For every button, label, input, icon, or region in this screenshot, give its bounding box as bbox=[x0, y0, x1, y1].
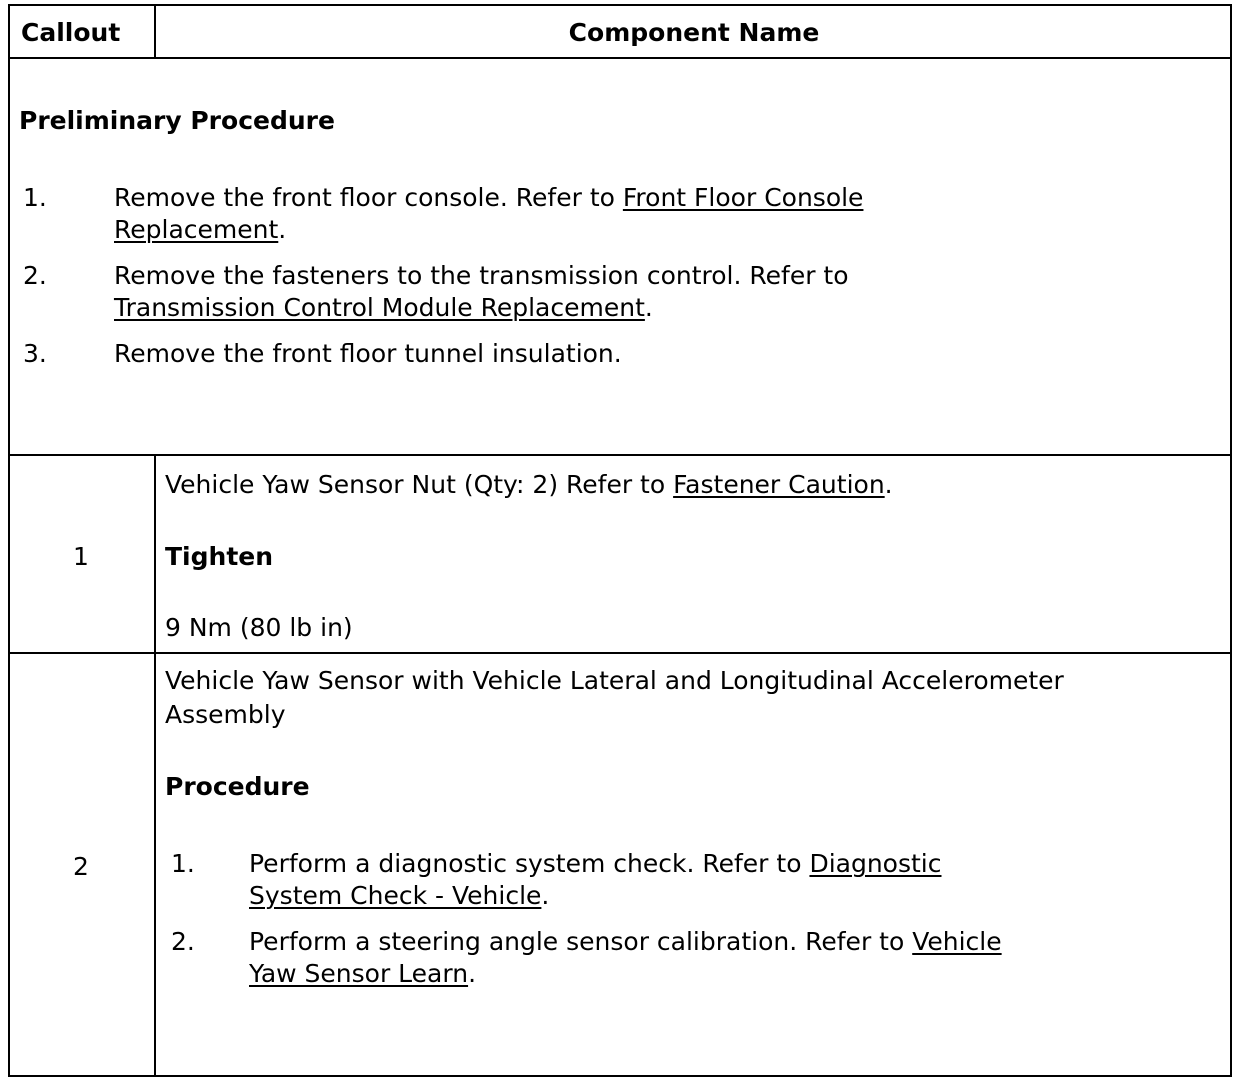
component-name: Vehicle Yaw Sensor with Vehicle Lateral and Longitudinal Accelerometer bbox=[165, 666, 1064, 695]
header-callout: Callout bbox=[21, 18, 121, 47]
step-text: Perform a diagnostic system check. Refer to Diagnostic bbox=[249, 849, 942, 878]
link-fastener-caution[interactable]: Fastener Caution bbox=[673, 470, 885, 499]
step-text-cont: Replacement. bbox=[114, 215, 287, 244]
component-name: Vehicle Yaw Sensor Nut (Qty: 2) Refer to Fastener Caution. bbox=[165, 470, 893, 499]
callout-number: 1 bbox=[73, 542, 89, 571]
procedure-heading: Procedure bbox=[165, 772, 310, 801]
component-name-cont: Assembly bbox=[165, 700, 286, 729]
torque-value: 9 Nm (80 lb in) bbox=[165, 613, 353, 642]
step-text-cont: Transmission Control Module Replacement. bbox=[114, 293, 653, 322]
step-text: Remove the front floor tunnel insulation. bbox=[114, 339, 622, 368]
step-text-cont: Yaw Sensor Learn. bbox=[249, 959, 477, 988]
step-text: Remove the front floor console. Refer to Front Floor Console bbox=[114, 183, 864, 212]
link-front-floor-console-replacement[interactable]: Replacement bbox=[114, 215, 279, 244]
step-number: 1. bbox=[23, 183, 47, 212]
tighten-heading: Tighten bbox=[165, 542, 274, 571]
step-text-cont: System Check - Vehicle. bbox=[249, 881, 550, 910]
link-front-floor-console[interactable]: Front Floor Console bbox=[622, 183, 864, 212]
row-divider bbox=[8, 454, 1232, 456]
header-component-name: Component Name bbox=[568, 18, 820, 47]
link-transmission-control-module-replacement[interactable]: Transmission Control Module Replacement bbox=[114, 293, 645, 322]
link-vehicle[interactable]: Vehicle bbox=[912, 927, 1002, 956]
header-divider bbox=[8, 57, 1232, 59]
step-number: 3. bbox=[23, 339, 47, 368]
step-number: 2. bbox=[171, 927, 195, 956]
callout-number: 2 bbox=[73, 852, 89, 881]
row-divider bbox=[8, 652, 1232, 654]
step-number: 1. bbox=[171, 849, 195, 878]
preliminary-title: Preliminary Procedure bbox=[19, 106, 335, 135]
link-diagnostic[interactable]: Diagnostic bbox=[809, 849, 942, 878]
column-divider bbox=[154, 454, 156, 1077]
link-diagnostic-system-check[interactable]: System Check - Vehicle bbox=[249, 881, 542, 910]
step-number: 2. bbox=[23, 261, 47, 290]
link-vehicle-yaw-sensor-learn[interactable]: Yaw Sensor Learn bbox=[249, 959, 469, 988]
step-text: Perform a steering angle sensor calibration. Refer to Vehicle bbox=[249, 927, 1002, 956]
step-text: Remove the fasteners to the transmission control. Refer to bbox=[114, 261, 849, 290]
